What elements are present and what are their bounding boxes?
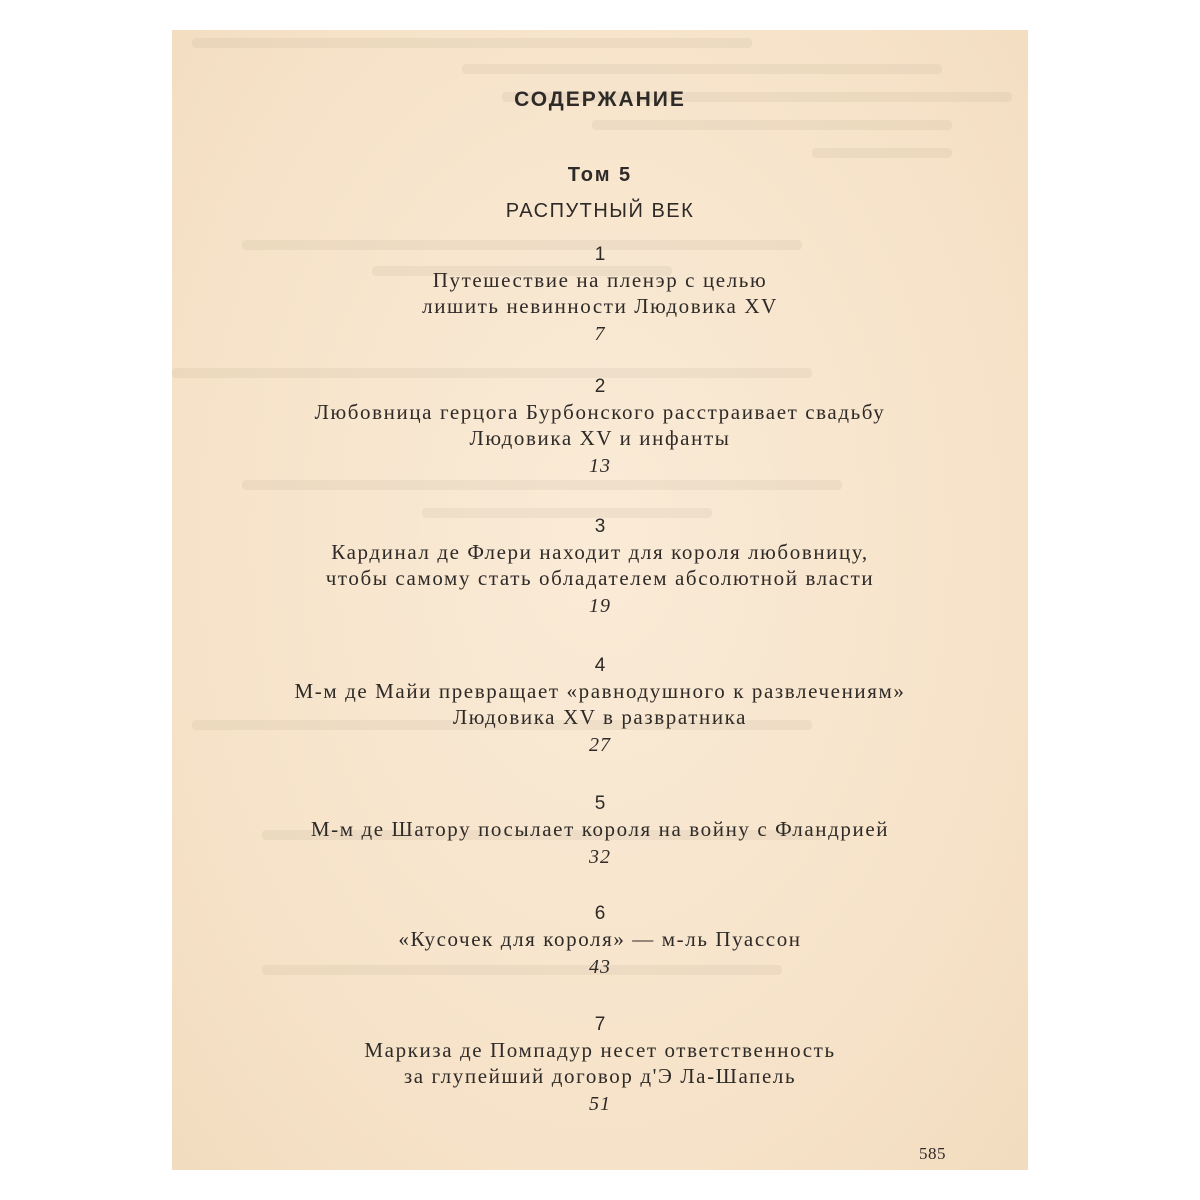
page-number: 27: [589, 734, 611, 756]
book-page: [172, 30, 1028, 1170]
page-number: 51: [589, 1093, 611, 1115]
chapter-title-line: М-м де Шатору посылает короля на войну с Фландрией: [310, 817, 890, 841]
chapter-title-line: М-м де Майи превращает «равнодушного к развлечениям»: [294, 679, 906, 703]
chapter-title-line: Кардинал де Флери находит для короля любовницу,: [331, 540, 869, 564]
volume-label: Том 5: [567, 164, 633, 186]
page-number: 13: [589, 455, 611, 477]
chapter-title-line: Людовика XV и инфанты: [469, 426, 731, 450]
chapter-number: 6: [594, 903, 606, 924]
toc-entry-5[interactable]: [172, 792, 1028, 872]
chapter-number: 2: [594, 376, 606, 397]
toc-entry-2[interactable]: [172, 375, 1028, 481]
contents-heading: СОДЕРЖАНИЕ: [514, 88, 686, 111]
chapter-number: 7: [594, 1014, 606, 1035]
chapter-number: 1: [594, 244, 606, 265]
page-number: 43: [589, 956, 611, 978]
chapter-title-line: чтобы самому стать обладателем абсолютной власти: [325, 566, 875, 590]
toc-entry-1[interactable]: [172, 243, 1028, 349]
chapter-title-line: Любовница герцога Бурбонского расстраивает свадьбу: [314, 400, 886, 424]
chapter-title-line: за глупейший договор д'Э Ла-Шапель: [403, 1064, 797, 1088]
chapter-title-line: Людовика XV в развратника: [452, 705, 748, 729]
folio-page-number: 585: [919, 1144, 946, 1163]
page-number: 19: [589, 595, 611, 617]
toc-entry-4[interactable]: [172, 654, 1028, 760]
chapter-title-line: Маркиза де Помпадур несет ответственность: [364, 1038, 836, 1062]
chapter-number: 3: [594, 516, 606, 537]
volume-title: РАСПУТНЫЙ ВЕК: [505, 200, 695, 222]
chapter-title-line: «Кусочек для короля» — м-ль Пуассон: [398, 927, 802, 951]
toc-entry-3[interactable]: [172, 515, 1028, 621]
chapter-number: 5: [594, 793, 606, 814]
page-number: 7: [594, 323, 606, 345]
page-number: 32: [589, 846, 611, 868]
chapter-number: 4: [594, 655, 606, 676]
toc-entry-7[interactable]: [172, 1013, 1028, 1119]
chapter-title-line: Путешествие на пленэр с целью: [432, 268, 768, 292]
toc-entry-6[interactable]: [172, 902, 1028, 982]
chapter-title-line: лишить невинности Людовика XV: [422, 294, 778, 318]
